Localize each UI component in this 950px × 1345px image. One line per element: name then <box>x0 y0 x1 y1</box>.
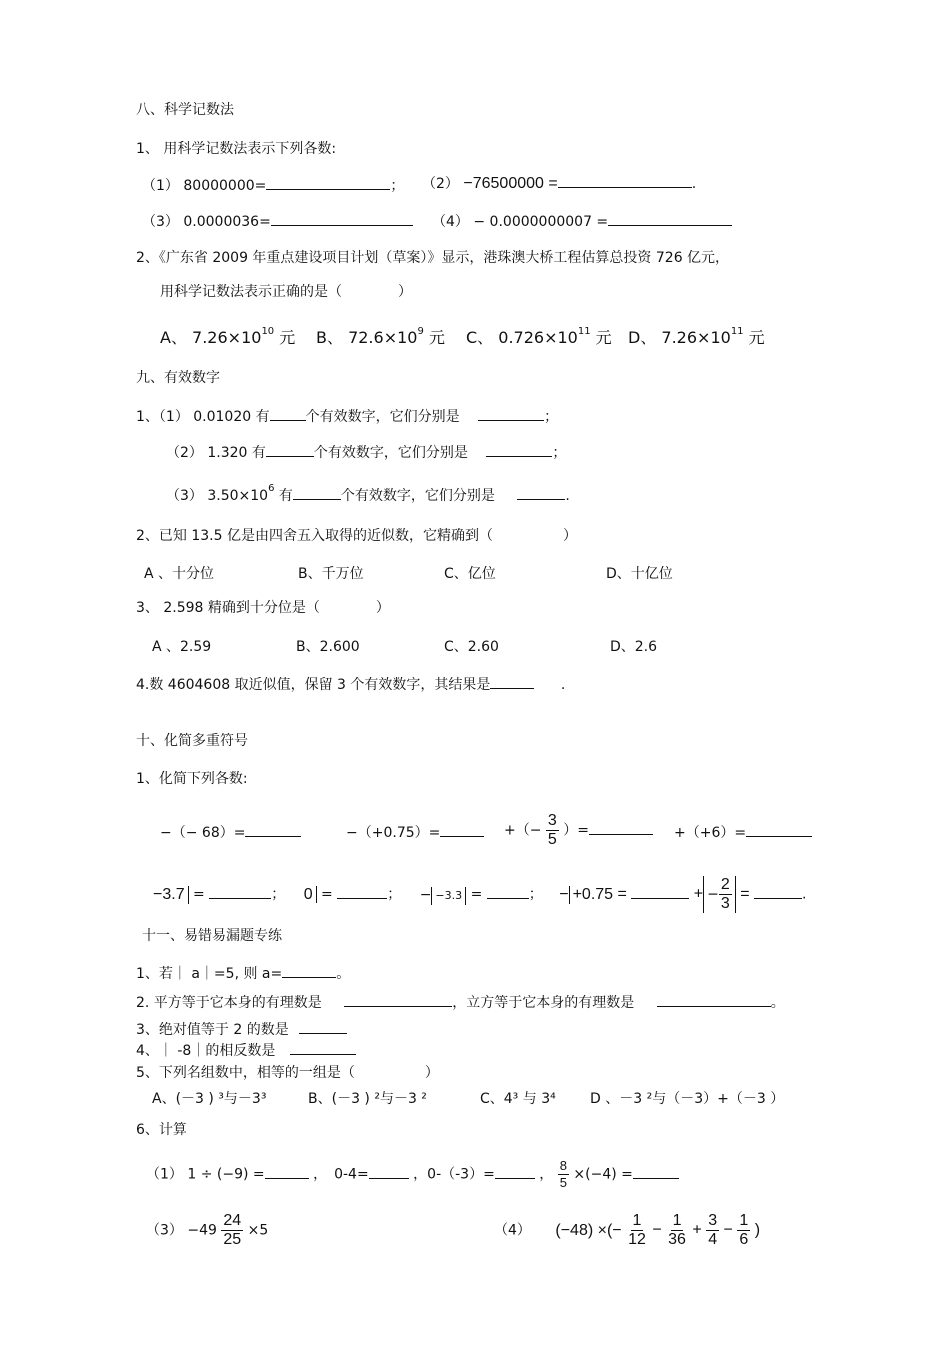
text: 2. 平方等于它本身的有理数是 <box>136 995 322 1011</box>
s11-q4 <box>136 1040 356 1060</box>
unit: 元 <box>279 328 296 347</box>
expr: 80000000= <box>183 178 267 194</box>
s11-q5-option-a[interactable]: A、(－3 ) ³与－3³ <box>152 1091 267 1107</box>
s10-q1: 1、化简下列各数: <box>136 771 248 787</box>
exponent: 6 <box>268 483 275 494</box>
exponent: 10 <box>261 326 275 337</box>
expr: −76500000 = <box>463 175 558 192</box>
expr: ×(−4) = <box>573 1166 633 1183</box>
answer-blank[interactable] <box>440 822 484 837</box>
s9-q4 <box>136 674 565 694</box>
s9-q3-option-a[interactable]: A 、2.59 <box>152 639 212 655</box>
option-text: C、 0.726×10 <box>466 328 578 347</box>
operator: − <box>652 1221 662 1239</box>
s9-q3-option-d[interactable]: D、2.6 <box>610 639 658 655</box>
s9-q3-option-b[interactable]: B、2.600 <box>296 639 360 655</box>
text: 4、｜ -8｜的相反数是 <box>136 1043 276 1059</box>
text: 个有效数字，它们分别是 <box>313 445 468 461</box>
numerator: 3 <box>708 1212 718 1229</box>
s8-q2-line1: 2、《广东省 2009 年重点建设项目计划（草案）》显示，港珠澳大桥工程估算总投资 726 亿元， <box>136 250 730 266</box>
answer-blank[interactable] <box>266 442 314 457</box>
text: （3） 3.50×10 <box>166 488 269 504</box>
abs-neg-3-3: −3.3 <box>431 887 466 905</box>
option-text: B、 72.6×10 <box>316 328 418 347</box>
fraction-1-6 <box>737 1212 750 1249</box>
answer-blank[interactable] <box>290 1040 356 1055</box>
answer-blank[interactable] <box>271 211 413 226</box>
answer-blank[interactable] <box>754 884 802 899</box>
option-text: A、 7.26×10 <box>160 328 262 347</box>
answer-blank[interactable] <box>589 820 653 835</box>
answer-blank[interactable] <box>746 822 812 837</box>
expr: +（− <box>504 822 542 839</box>
equals: = <box>193 886 205 903</box>
s11-q5-option-c[interactable]: C、4³ 与 3⁴ <box>480 1091 556 1107</box>
answer-blank[interactable] <box>487 884 529 899</box>
numerator: 8 <box>559 1158 567 1173</box>
expr: −（− 68）= <box>160 825 246 841</box>
s8-q2-option-d[interactable] <box>628 326 765 347</box>
denominator: 3 <box>720 895 730 912</box>
answer-blank[interactable] <box>282 963 336 978</box>
s11-q6-row1 <box>146 1158 679 1191</box>
text: 1、（1） 0.01020 有 <box>136 409 270 425</box>
denominator: 5 <box>547 831 557 848</box>
text: 有 <box>278 488 293 504</box>
text: 4.数 4604608 取近似值，保留 3 个有效数字，其结果是 <box>136 677 491 693</box>
numerator: 1 <box>739 1212 749 1229</box>
fraction-1-12 <box>626 1212 648 1249</box>
unit: 元 <box>428 328 445 347</box>
s8-q1-3 <box>142 211 413 231</box>
text: ，立方等于它本身的有理数是 <box>452 995 635 1011</box>
s11-q1 <box>136 963 350 983</box>
abs-value: 0.75 <box>581 885 614 903</box>
s8-q1-2 <box>422 173 696 193</box>
s8-q2-option-b[interactable] <box>316 326 445 347</box>
abs-frac-2-3: − $\frac{2}{3}$ <box>703 876 736 913</box>
answer-blank[interactable] <box>490 674 534 689</box>
answer-blank[interactable] <box>478 406 544 421</box>
section-9-title: 九、有效数字 <box>136 370 220 386</box>
abs-0-75: +0.75 <box>569 886 613 904</box>
unit: 元 <box>595 328 612 347</box>
punct: ； <box>544 409 559 425</box>
option-text: D、 7.26×10 <box>628 328 731 347</box>
punct: ； <box>390 178 405 194</box>
numerator: 1 <box>672 1212 682 1229</box>
denominator: 36 <box>668 1231 686 1248</box>
s9-q1-1 <box>136 406 558 426</box>
s11-q3 <box>136 1019 347 1039</box>
s11-q2 <box>136 992 785 1012</box>
s8-q1: 1、 用科学记数法表示下列各数: <box>136 141 337 157</box>
s10-r1-d <box>674 822 812 842</box>
s10-r1-c <box>504 812 653 849</box>
expr: (−48) ×(− <box>555 1221 622 1239</box>
punct: ， <box>539 1166 554 1183</box>
exponent: 11 <box>577 326 591 337</box>
s11-q6: 6、计算 <box>136 1122 187 1138</box>
s9-q2-option-c[interactable]: C、亿位 <box>444 566 496 582</box>
answer-blank[interactable] <box>209 884 271 899</box>
denominator: 25 <box>223 1231 242 1248</box>
punct: ； <box>552 445 567 461</box>
expr: −（+0.75）= <box>346 825 441 841</box>
equals: = <box>470 886 483 903</box>
expr: （1） 1 ÷ (−9) = <box>146 1166 265 1183</box>
operator: − <box>723 1221 733 1239</box>
denominator: 6 <box>739 1231 749 1248</box>
exponent: 11 <box>730 326 744 337</box>
answer-blank[interactable] <box>344 992 452 1007</box>
section-8-title: 八、科学记数法 <box>136 102 234 118</box>
fraction-2-3 <box>719 876 732 913</box>
answer-blank[interactable] <box>299 1019 347 1034</box>
answer-blank[interactable] <box>245 822 301 837</box>
fraction-8-5 <box>558 1158 569 1191</box>
s8-q2-option-a[interactable] <box>160 326 296 347</box>
s9-q2: 2、已知 13.5 亿是由四舍五入取得的近似数，它精确到（ ） <box>136 528 577 544</box>
denominator: 5 <box>559 1175 567 1190</box>
denominator: 12 <box>628 1231 646 1248</box>
punct: 。 <box>336 966 351 982</box>
section-11-title: 十一、易错易漏题专练 <box>142 928 282 944</box>
text: 3、绝对值等于 2 的数是 <box>136 1022 289 1038</box>
expr: +（+6）= <box>674 825 747 841</box>
fraction-3-5 <box>546 812 559 849</box>
numerator: 24 <box>223 1212 242 1229</box>
label: （2） <box>422 176 459 192</box>
s10-r1-a <box>160 822 301 842</box>
s11-q5-option-b[interactable]: B、(－3 ) ²与－3 ² <box>308 1091 427 1107</box>
label: （4） <box>432 214 469 230</box>
punct: ； <box>271 886 286 903</box>
section-10-title: 十、化简多重符号 <box>136 733 248 749</box>
answer-blank[interactable] <box>657 992 771 1007</box>
punct: ； <box>387 886 402 903</box>
text: 个有效数字，它们分别是 <box>340 488 495 504</box>
numerator: 3 <box>547 812 557 829</box>
label: （1） <box>142 178 179 194</box>
answer-blank[interactable] <box>558 173 692 188</box>
equals: = <box>740 885 750 903</box>
expr: − 0.0000000007 = <box>473 214 609 230</box>
operator: + <box>692 1221 702 1239</box>
punct: 。 <box>770 995 785 1011</box>
answer-blank[interactable] <box>495 1164 535 1179</box>
fraction-3-4 <box>706 1212 719 1249</box>
answer-blank[interactable] <box>266 175 390 190</box>
abs-value: −3.7 <box>150 886 189 904</box>
s9-q3-option-c[interactable]: C、2.60 <box>444 639 499 655</box>
abs-value: 0 <box>304 886 317 903</box>
numerator: 2 <box>720 876 730 893</box>
equals: = <box>321 886 333 903</box>
answer-blank[interactable] <box>369 1164 409 1179</box>
s9-q2-option-d[interactable]: D、十亿位 <box>606 566 673 582</box>
expr: ，0-（-3）= <box>413 1166 495 1183</box>
s9-q1-3 <box>166 485 570 505</box>
expr: ， 0-4= <box>313 1166 369 1183</box>
answer-blank[interactable] <box>486 442 552 457</box>
answer-blank[interactable] <box>631 884 689 899</box>
text: （2） 1.320 有 <box>166 445 266 461</box>
s9-q2-option-b[interactable]: B、千万位 <box>298 566 364 582</box>
label: （3） <box>142 214 179 230</box>
denominator: 4 <box>708 1231 718 1248</box>
s10-r1-b <box>346 822 484 842</box>
s8-q1-4 <box>432 211 732 231</box>
text: 1、若｜ a｜=5, 则 a= <box>136 966 283 982</box>
text: 个有效数字，它们分别是 <box>305 409 460 425</box>
answer-blank[interactable] <box>337 884 387 899</box>
s10-r2: −3.7 = ； 0 = ； − −3.3 = ； − +0.75 = + − $\frac{2}{3}$ = . <box>150 876 806 913</box>
punct: . <box>560 677 566 693</box>
punct: ； <box>528 886 543 903</box>
punct: . <box>565 488 570 504</box>
s11-q5-option-d[interactable]: D 、－3 ²与（－3）+（－3 ） <box>590 1091 785 1107</box>
expr: （3） −49 <box>146 1222 217 1239</box>
fraction-1-36 <box>666 1212 688 1249</box>
s9-q2-option-a[interactable]: A 、十分位 <box>144 566 215 582</box>
answer-blank[interactable] <box>608 211 732 226</box>
expr: ）= <box>563 822 590 839</box>
label: （4） <box>494 1222 531 1239</box>
answer-blank[interactable] <box>293 485 341 500</box>
expr: ×5 <box>247 1222 269 1239</box>
s9-q3: 3、 2.598 精确到十分位是（ ） <box>136 600 390 616</box>
answer-blank[interactable] <box>633 1164 679 1179</box>
s11-q5: 5、下列名组数中，相等的一组是（ ） <box>136 1065 439 1081</box>
abs-value: 3.3 <box>444 888 463 902</box>
s8-q2-option-c[interactable] <box>466 326 612 347</box>
paren: ) <box>754 1221 761 1239</box>
punct: . <box>802 886 807 903</box>
s8-q2-line2: 用科学记数法表示正确的是（ ） <box>160 284 412 300</box>
answer-blank[interactable] <box>270 406 306 421</box>
punct: . <box>691 176 697 192</box>
answer-blank[interactable] <box>517 485 565 500</box>
s11-q6-3 <box>146 1212 268 1249</box>
unit: 元 <box>748 328 765 347</box>
equals: = <box>617 885 627 903</box>
fraction-24-25 <box>221 1212 243 1249</box>
s8-q1-1 <box>142 175 404 195</box>
expr: 0.0000036= <box>183 214 271 230</box>
s11-q6-4 <box>494 1212 760 1249</box>
exponent: 9 <box>417 326 424 337</box>
numerator: 1 <box>632 1212 642 1229</box>
answer-blank[interactable] <box>265 1164 309 1179</box>
s9-q1-2 <box>166 442 566 462</box>
